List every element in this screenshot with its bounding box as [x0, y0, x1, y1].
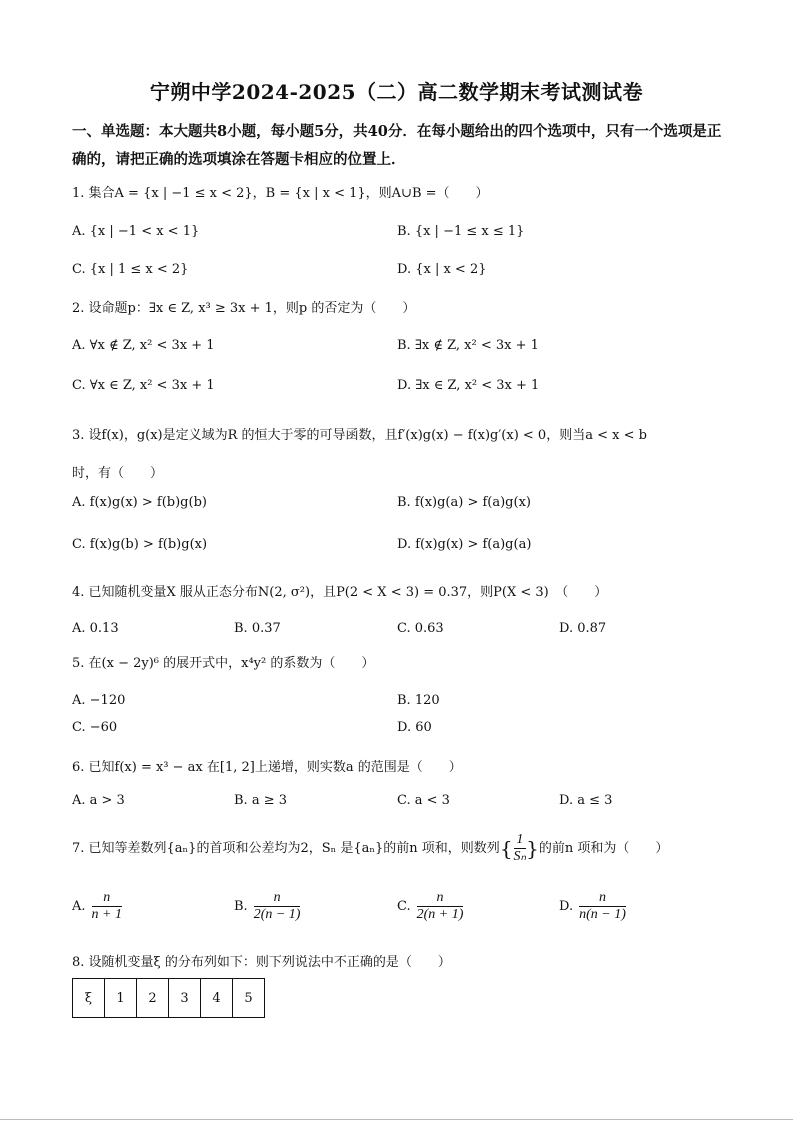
- question-2-option-b: B. ∃x ∉ Z, x² < 3x + 1: [397, 338, 539, 353]
- distribution-table: [72, 978, 265, 1018]
- question-3-stem: 3. 设f(x)，g(x)是定义域为R 的恒大于零的可导函数，且f′(x)g(x) − f(x)g′(x) < 0，则当a < x < b: [72, 428, 647, 443]
- question-3-stem-continued: 时，有（ ）: [72, 466, 164, 481]
- question-7-option-a: A. $\frac{n}{n + 1}$: [72, 890, 122, 922]
- question-4-option-c: C. 0.63: [397, 621, 444, 636]
- table-cell: 1: [105, 979, 137, 1018]
- question-4-option-b: B. 0.37: [234, 621, 281, 636]
- page-title: 宁朔中学2024-2025（二）高二数学期末考试测试卷: [149, 80, 644, 104]
- question-5-option-c: C. −60: [72, 720, 118, 735]
- question-5-option-b: B. 120: [397, 693, 440, 708]
- question-4-option-d: D. 0.87: [559, 621, 607, 636]
- question-8-stem: 8. 设随机变量ξ 的分布列如下：则下列说法中不正确的是（ ）: [72, 955, 451, 970]
- question-4-option-a: A. 0.13: [72, 621, 119, 636]
- question-7-option-b: B. $\frac{n}{2(n - 1)}$: [234, 890, 301, 922]
- question-7-stem-part1: 7. 已知等差数列{aₙ}的首项和公差均为2，Sₙ 是{aₙ}的前n 项和，则数列: [72, 841, 500, 856]
- question-6-option-b: B. a ≥ 3: [234, 793, 287, 808]
- table-cell: 5: [233, 979, 265, 1018]
- question-1-option-a: A. {x | −1 < x < 1}: [72, 224, 200, 239]
- question-7-stem: 7. 已知等差数列{aₙ}的首项和公差均为2，Sₙ 是{aₙ}的前n 项和，则数列{ $\frac{1}{\text{Sₙ}}$ }的前n 项和为（ ）: [72, 832, 669, 864]
- question-6-option-c: C. a < 3: [397, 793, 450, 808]
- question-1-option-b: B. {x | −1 ≤ x ≤ 1}: [397, 224, 525, 239]
- question-1-option-c: C. {x | 1 ≤ x < 2}: [72, 262, 189, 277]
- question-3-option-a: A. f(x)g(x) > f(b)g(b): [72, 495, 207, 510]
- question-2-option-c: C. ∀x ∈ Z, x² < 3x + 1: [72, 378, 215, 393]
- question-7-option-c: C. $\frac{n}{2(n + 1)}$: [397, 890, 464, 922]
- section-header: 一、单选题：本大题共8小题，每小题5分，共40分．在每小题给出的四个选项中，只有一个选项是正确的，请把正确的选项填涂在答题卡相应的位置上．: [72, 123, 722, 168]
- question-7-fraction: $\frac{1}{\text{Sₙ}}$: [513, 832, 527, 864]
- table-cell: ξ: [73, 979, 105, 1018]
- question-6-option-a: A. a > 3: [72, 793, 125, 808]
- table-row: [73, 979, 265, 1018]
- table-cell: 2: [137, 979, 169, 1018]
- question-6-stem: 6. 已知f(x) = x³ − ax 在[1, 2]上递增，则实数a 的范围是（ ）: [72, 760, 462, 775]
- question-6-option-d: D. a ≤ 3: [559, 793, 613, 808]
- question-4-stem: 4. 已知随机变量X 服从正态分布N(2, σ²)，且P(2 < X < 3) = 0.37，则P(X < 3) （ ）: [72, 585, 608, 600]
- table-cell: 3: [169, 979, 201, 1018]
- question-7-stem-part2: 的前n 项和为（ ）: [538, 841, 669, 856]
- question-5-option-d: D. 60: [397, 720, 432, 735]
- question-2-option-d: D. ∃x ∈ Z, x² < 3x + 1: [397, 378, 540, 393]
- table-cell: 4: [201, 979, 233, 1018]
- question-7-option-d: D. $\frac{n}{n(n - 1)}$: [559, 890, 626, 922]
- question-1-stem: 1. 集合A = {x | −1 ≤ x < 2}，B = {x | x < 1}，则A∪B =（ ）: [72, 186, 489, 201]
- question-5-option-a: A. −120: [72, 693, 126, 708]
- question-3-option-d: D. f(x)g(x) > f(a)g(a): [397, 537, 532, 552]
- question-1-option-d: D. {x | x < 2}: [397, 262, 487, 277]
- question-3-option-b: B. f(x)g(a) > f(a)g(x): [397, 495, 531, 510]
- question-2-stem: 2. 设命题p：∃x ∈ Z, x³ ≥ 3x + 1，则p 的否定为（ ）: [72, 301, 416, 316]
- page-bottom-divider: [0, 1119, 793, 1120]
- question-3-option-c: C. f(x)g(b) > f(b)g(x): [72, 537, 208, 552]
- question-2-option-a: A. ∀x ∉ Z, x² < 3x + 1: [72, 338, 215, 353]
- question-5-stem: 5. 在(x − 2y)⁶ 的展开式中，x⁴y² 的系数为（ ）: [72, 656, 375, 671]
